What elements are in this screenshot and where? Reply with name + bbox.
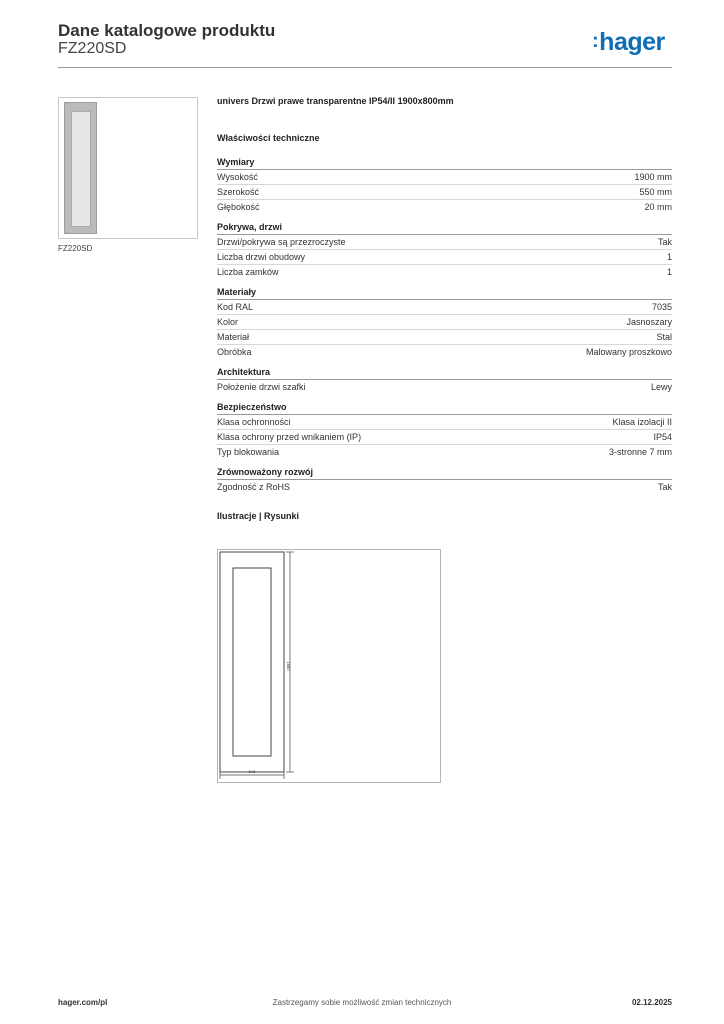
property-group [217, 365, 672, 394]
property-group [217, 220, 672, 279]
property-label: Liczba zamków [217, 267, 279, 277]
property-row [217, 185, 672, 200]
property-group-title: Pokrywa, drzwi [217, 220, 672, 235]
property-label: Klasa ochrony przed wnikaniem (IP) [217, 432, 362, 442]
property-label: Typ blokowania [217, 447, 280, 457]
property-value: Klasa izolacji II [612, 417, 672, 427]
door-image-glass [71, 111, 91, 227]
property-row [217, 235, 672, 250]
property-group-title: Materiały [217, 285, 672, 300]
door-image-frame [64, 102, 97, 234]
property-value: 7035 [651, 302, 672, 312]
property-row [217, 300, 672, 315]
property-value: 1 [666, 267, 672, 277]
property-value: Malowany proszkowo [585, 347, 672, 357]
property-label: Obróbka [217, 347, 252, 357]
property-value: Lewy [650, 382, 672, 392]
property-value: 1 [666, 252, 672, 262]
property-row [217, 430, 672, 445]
property-row [217, 250, 672, 265]
property-row [217, 445, 672, 459]
property-value: Jasnoszary [626, 317, 672, 327]
property-row [217, 415, 672, 430]
hager-logo: :hager [592, 28, 665, 56]
property-label: Głębokość [217, 202, 260, 212]
property-group-title: Bezpieczeństwo [217, 400, 672, 415]
property-value: IP54 [653, 432, 672, 442]
property-groups [217, 155, 672, 494]
product-code: FZ220SD [58, 40, 127, 57]
property-value: 1900 mm [634, 172, 672, 182]
property-label: Zgodność z RoHS [217, 482, 291, 492]
property-label: Położenie drzwi szafki [217, 382, 306, 392]
property-group [217, 155, 672, 214]
property-label: Materiał [217, 332, 250, 342]
product-details [217, 94, 672, 522]
property-group [217, 400, 672, 459]
illustrations-heading: Ilustracje | Rysunki [217, 511, 300, 521]
footer-date: 02.12.2025 [631, 998, 672, 1007]
property-value: 550 mm [639, 187, 672, 197]
property-group-title: Architektura [217, 365, 672, 380]
page-title: Dane katalogowe produktu [58, 21, 276, 40]
property-row [217, 170, 672, 185]
property-group [217, 465, 672, 494]
property-row [217, 480, 672, 494]
property-group [217, 285, 672, 359]
footer-notice: Zastrzegamy sobie możliwość zmian technicznych [272, 998, 452, 1007]
property-label: Kod RAL [217, 302, 254, 312]
property-row [217, 330, 672, 345]
header-divider [58, 67, 672, 68]
property-row [217, 200, 672, 214]
property-value: Stal [656, 332, 672, 342]
door-drawing-svg [218, 550, 440, 782]
thumbnail-caption: FZ220SD [58, 244, 93, 253]
property-row [217, 345, 672, 359]
property-row [217, 315, 672, 330]
technical-properties-heading: Właściwości techniczne [217, 133, 320, 143]
property-value: 3-stronne 7 mm [608, 447, 672, 457]
door-outline [220, 552, 284, 772]
product-thumbnail [58, 97, 198, 239]
property-label: Liczba drzwi obudowy [217, 252, 306, 262]
property-row [217, 265, 672, 279]
property-row [217, 380, 672, 394]
product-description: univers Drzwi prawe transparentne IP54/II 1900x800mm [217, 96, 454, 106]
property-value: Tak [657, 482, 672, 492]
property-label: Kolor [217, 317, 239, 327]
property-label: Wysokość [217, 172, 258, 182]
property-label: Szerokość [217, 187, 260, 197]
width-dimension-label: 548 [248, 769, 256, 774]
door-window-outline [233, 568, 271, 756]
property-label: Drzwi/pokrywa są przezroczyste [217, 237, 346, 247]
property-value: 20 mm [644, 202, 672, 212]
footer-website: hager.com/pl [58, 998, 108, 1007]
logo-text: hager [599, 28, 665, 56]
technical-drawing [217, 549, 441, 783]
property-group-title: Wymiary [217, 155, 672, 170]
height-dimension-label: 1880 [286, 661, 291, 671]
property-value: Tak [657, 237, 672, 247]
property-label: Klasa ochronności [217, 417, 291, 427]
property-group-title: Zrównoważony rozwój [217, 465, 672, 480]
